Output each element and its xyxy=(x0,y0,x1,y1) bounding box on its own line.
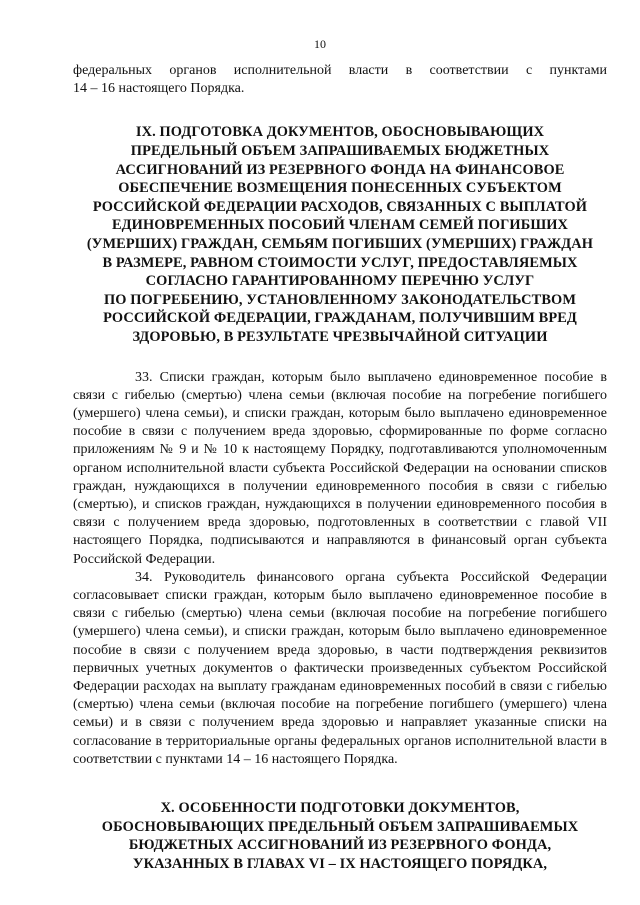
section-9-title-line: В РАЗМЕРЕ, РАВНОМ СТОИМОСТИ УСЛУГ, ПРЕДОСТАВЛЯЕМЫХ xyxy=(102,254,578,271)
section-9-title-line: СОГЛАСНО ГАРАНТИРОВАННОМУ ПЕРЕЧНЮ УСЛУГ xyxy=(145,273,535,290)
section-10-title-line: X. ОСОБЕННОСТИ ПОДГОТОВКИ ДОКУМЕНТОВ, xyxy=(160,800,520,816)
section-9-title-line: IX. ПОДГОТОВКА ДОКУМЕНТОВ, ОБОСНОВЫВАЮЩИХ xyxy=(135,124,545,141)
page-number: 10 xyxy=(314,37,326,51)
section-10-title xyxy=(73,799,607,873)
section-9-title-line: РОССИЙСКОЙ ФЕДЕРАЦИИ РАСХОДОВ, СВЯЗАННЫХ С ВЫПЛАТОЙ xyxy=(92,198,588,215)
paragraph-33: 33. Списки граждан, которым было выплачено единовременное пособие в связи с гибелью (смертью) члена семьи (включая пособие на погребение погибшего (умершего) члена семьи), и списки граждан, которым было выплачено единовременное пособие в связи с получением вреда здоровью, сформированные по форме согласно приложениям № 9 и № 10 к настоящему Порядку, подготавливаются уполномоченным органом исполнительной власти субъекта Российской Федерации на основании списков граждан, нуждающихся в получении единовременного пособия в связи с гибелью (смертью), и списков граждан, нуждающихся в получении единовременного пособия в связи с получением вреда здоровью, подготовленных в соответствии с главой VII настоящего Порядка, подписываются и направляются в финансовый орган субъекта Российской Федерации. xyxy=(73,369,607,567)
intro-paragraph xyxy=(73,62,607,98)
section-9-title-line: ПРЕДЕЛЬНЫЙ ОБЪЕМ ЗАПРАШИВАЕМЫХ БЮДЖЕТНЫХ xyxy=(130,143,550,159)
section-9-title-line: (УМЕРШИХ) ГРАЖДАН, СЕМЬЯМ ПОГИБШИХ (УМЕРШИХ) ГРАЖДАН xyxy=(86,235,594,252)
section-9-title-line: ЕДИНОВРЕМЕННЫХ ПОСОБИЙ ЧЛЕНАМ СЕМЕЙ ПОГИБШИХ xyxy=(111,217,569,234)
section-9-title-line: ОБЕСПЕЧЕНИЕ ВОЗМЕЩЕНИЯ ПОНЕСЕННЫХ СУБЪЕКТОМ xyxy=(118,180,562,197)
section-9-title xyxy=(73,123,607,346)
intro-line-2: 14 – 16 настоящего Порядка. xyxy=(73,81,245,97)
page-content xyxy=(73,62,607,873)
intro-line-1: федеральных органов исполнительной власти в соответствии с пунктами xyxy=(73,63,607,78)
section-9-title-line: ПО ПОГРЕБЕНИЮ, УСТАНОВЛЕННОМУ ЗАКОНОДАТЕЛЬСТВОМ xyxy=(103,291,577,308)
section-10-title-line: УКАЗАННЫХ В ГЛАВАХ VI – IX НАСТОЯЩЕГО ПОРЯДКА, xyxy=(132,855,548,872)
section-9-title-line: РОССИЙСКОЙ ФЕДЕРАЦИИ, ГРАЖДАНАМ, ПОЛУЧИВШИМ ВРЕД xyxy=(103,310,577,327)
section-9-title-line: АССИГНОВАНИЙ ИЗ РЕЗЕРВНОГО ФОНДА НА ФИНАНСОВОЕ xyxy=(115,161,565,178)
paragraph-34: 34. Руководитель финансового органа субъекта Российской Федерации согласовывает списки граждан, которым было выплачено единовременное пособие в связи с гибелью (смертью) члена семьи (включая пособие на погребение погибшего (умершего) члена семьи), и списки граждан, которым было выплачено единовременное пособие в связи с получением вреда здоровью, в части подтверждения реквизитов первичных учетных документов о фактически произведенных субъектом Российской Федерации расходах на выплату гражданам единовременных пособий в связи с гибелью (смертью) члена семьи (включая пособие на погребение погибшего (умершего) члена семьи) и в связи с получением вреда здоровью и направляет указанные списки на согласование в территориальные органы федеральных органов исполнительной власти в соответствии с пунктами 14 – 16 настоящего Порядка. xyxy=(73,569,607,767)
section-10-title-line: БЮДЖЕТНЫХ АССИГНОВАНИЙ ИЗ РЕЗЕРВНОГО ФОНДА, xyxy=(128,837,552,854)
section-10-title-line: ОБОСНОВЫВАЮЩИХ ПРЕДЕЛЬНЫЙ ОБЪЕМ ЗАПРАШИВАЕМЫХ xyxy=(101,818,579,835)
section-9-title-line: ЗДОРОВЬЮ, В РЕЗУЛЬТАТЕ ЧРЕЗВЫЧАЙНОЙ СИТУАЦИИ xyxy=(132,328,548,345)
